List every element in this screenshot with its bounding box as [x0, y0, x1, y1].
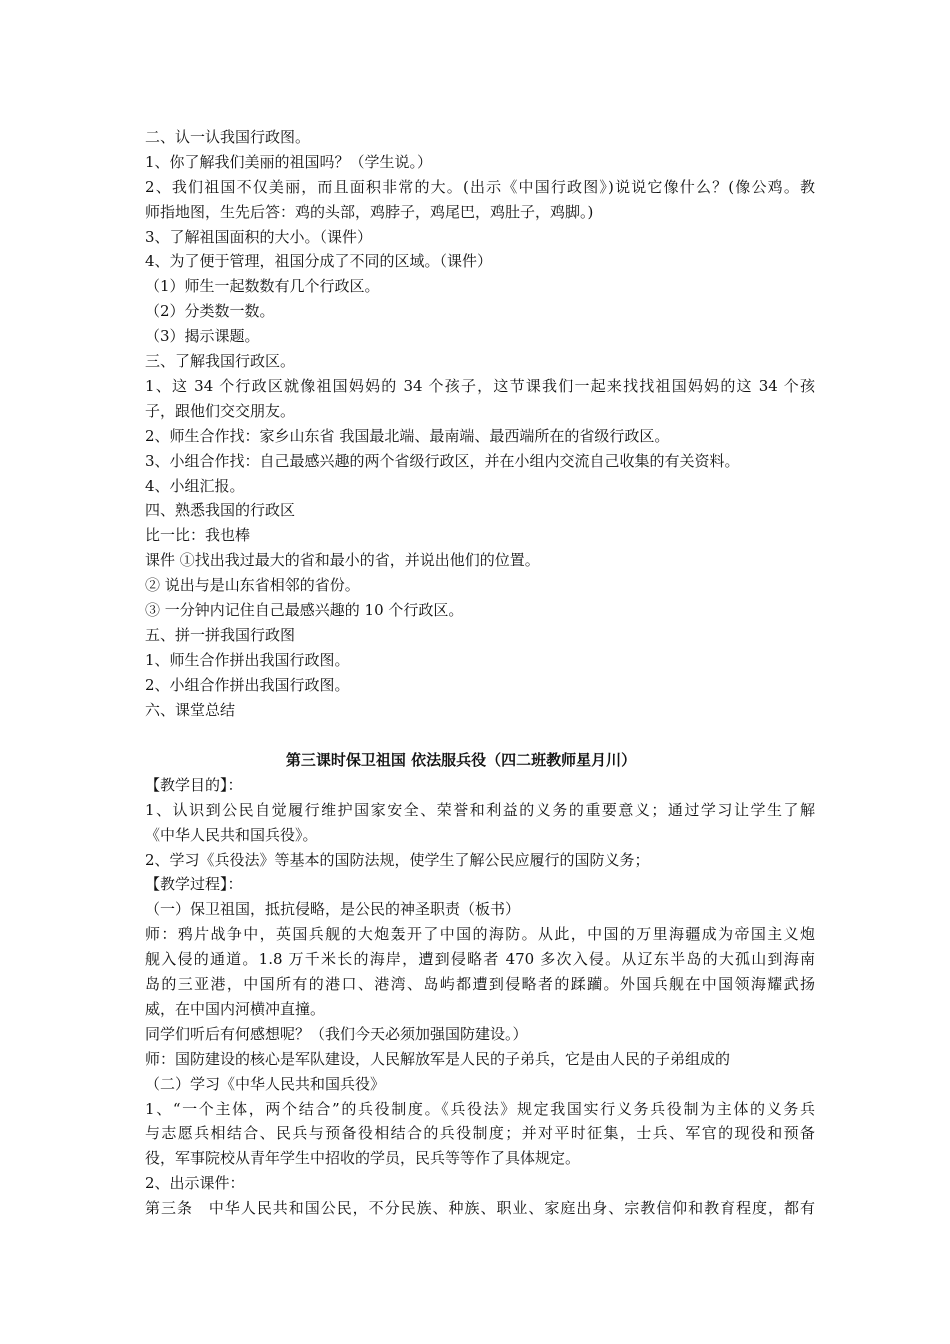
text-line: 1、这 34 个行政区就像祖国妈妈的 34 个孩子，这节课我们一起来找找祖国妈妈的这 34 个孩: [145, 376, 815, 395]
text-line: 1、认识到公民自觉履行维护国家安全、荣誉和利益的义务的重要意义；通过学习让学生了解: [145, 800, 815, 819]
lesson-section-military-service: [145, 748, 815, 1221]
text-line: 3、了解祖国面积的大小。（课件）: [145, 227, 373, 246]
subheading-objectives: 【教学目的】：: [145, 775, 243, 794]
text-line: 2、我们祖国不仅美丽，而且面积非常的大。(出示《中国行政图》)说说它像什么？(像公鸡。教: [145, 177, 815, 196]
text-line: （一）保卫祖国，抵抗侵略，是公民的神圣职责（板书）: [145, 900, 521, 919]
text-line: 2、出示课件：: [145, 1174, 245, 1193]
text-line: 师：国防建设的核心是军队建设，人民解放军是人民的子弟兵，它是由人民的子弟组成的: [145, 1049, 731, 1068]
text-line: 师：鸦片战争中，英国兵舰的大炮轰开了中国的海防。从此，中国的万里海疆成为帝国主义炮: [145, 925, 815, 944]
text-line: （2）分类数一数。: [145, 302, 275, 321]
lesson-section-administrative-map: [145, 125, 815, 722]
text-line: 威，在中国内河横冲直撞。: [145, 999, 326, 1018]
heading-four: 四、熟悉我国的行政区: [145, 501, 296, 520]
text-line: （二）学习《中华人民共和国兵役》: [145, 1074, 386, 1093]
text-line: ③ 一分钟内记住自己最感兴趣的 10 个行政区。: [145, 600, 464, 619]
text-line: 役，军事院校从青年学生中招收的学员，民兵等等作了具体规定。: [145, 1149, 581, 1168]
heading-three: 三、了解我国行政区。: [145, 352, 296, 371]
text-line: 2、师生合作找：家乡山东省 我国最北端、最南端、最西端所在的省级行政区。: [145, 426, 670, 445]
text-line: 第三条 中华人民共和国公民，不分民族、种族、职业、家庭出身、宗教信仰和教育程度，都有: [145, 1199, 815, 1218]
text-line: 舰入侵的通道。1.8 万千米长的海岸，遭到侵略者 470 多次入侵。从辽东半岛的大孤山到海南: [145, 950, 815, 969]
text-line: 1、“一个主体，两个结合”的兵役制度。《兵役法》规定我国实行义务兵役制为主体的义务兵: [145, 1099, 815, 1118]
text-line: （3）揭示课题。: [145, 327, 260, 346]
heading-six: 六、课堂总结: [145, 700, 236, 719]
text-line: 《中华人民共和国兵役》。: [145, 825, 318, 844]
text-line: （1）师生一起数数有几个行政区。: [145, 277, 380, 296]
text-line: 同学们听后有何感想呢？（我们今天必须加强国防建设。）: [145, 1024, 528, 1043]
text-line: 4、为了便于管理，祖国分成了不同的区域。（课件）: [145, 252, 493, 271]
text-line: 子，跟他们交交朋友。: [145, 401, 296, 420]
text-line: 1、你了解我们美丽的祖国吗？（学生说。）: [145, 152, 433, 171]
text-line: 师指地图，生先后答：鸡的头部，鸡脖子，鸡尾巴，鸡肚子，鸡脚。): [145, 202, 594, 221]
text-line: 4、小组汇报。: [145, 476, 245, 495]
subheading-process: 【教学过程】：: [145, 875, 243, 894]
text-line: 岛的三亚港，中国所有的港口、港湾、岛屿都遭到侵略者的蹂躏。外国兵舰在中国领海耀武扬: [145, 975, 815, 994]
heading-two: 二、认一认我国行政图。: [145, 128, 311, 146]
lesson-title: 第三课时保卫祖国 依法服兵役（四二班教师星月川）: [285, 751, 637, 769]
text-line: 比一比：我也棒: [145, 526, 251, 545]
text-line: 3、小组合作找：自己最感兴趣的两个省级行政区，并在小组内交流自己收集的有关资料。: [145, 451, 740, 470]
text-line: 1、师生合作拼出我国行政图。: [145, 650, 350, 669]
heading-five: 五、拼一拼我国行政图: [145, 625, 296, 644]
text-line: 2、学习《兵役法》等基本的国防法规，使学生了解公民应履行的国防义务；: [145, 850, 650, 869]
text-line: 课件 ①找出我过最大的省和最小的省，并说出他们的位置。: [145, 551, 540, 570]
text-line: 2、小组合作拼出我国行政图。: [145, 675, 350, 694]
text-line: ② 说出与是山东省相邻的省份。: [145, 576, 360, 595]
text-line: 与志愿兵相结合、民兵与预备役相结合的兵役制度；并对平时征集，士兵、军官的现役和预备: [145, 1124, 815, 1143]
